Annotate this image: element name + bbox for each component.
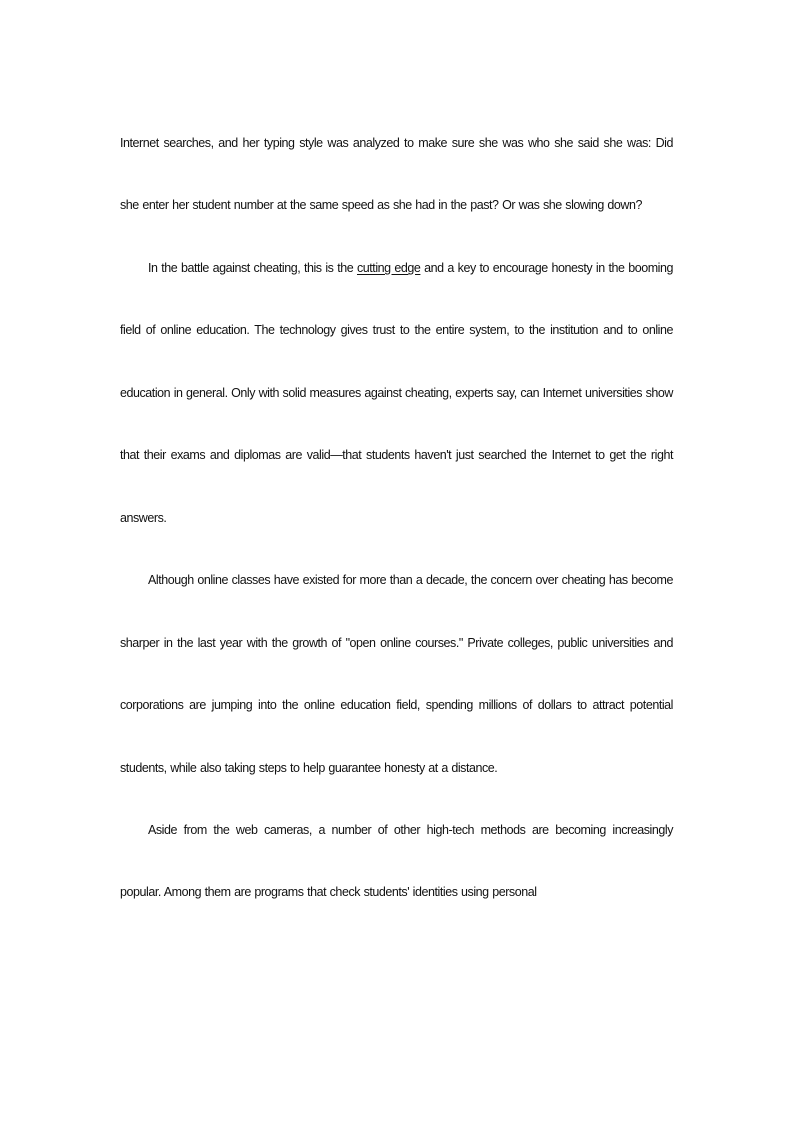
underlined-phrase: cutting edge (356, 260, 421, 275)
paragraph-2 (120, 237, 673, 549)
paragraph-1-text: Internet searches, and her typing style was analyzed to make sure she was who she said she was: Did she enter her student number at the same speed as she had in the past? Or was she slowing down? (120, 136, 673, 213)
paragraph-2-text-start: In the battle against cheating, this is the (148, 260, 357, 275)
body-text (120, 112, 673, 924)
paragraph-4-text: Aside from the web cameras, a number of other high-tech methods are becoming increasingly popular. Among them are programs that check students' identities using personal (120, 822, 673, 900)
paragraph-4 (120, 799, 673, 924)
paragraph-3 (120, 549, 673, 799)
paragraph-2-text-end: and a key to encourage honesty in the booming field of online education. The technology gives trust to the entire system, to the institution and to online education in general. Only with solid measures against cheating, experts say, can Internet universities show that their exams and diplomas are valid—that students haven't just searched the Internet to get the right answers. (120, 260, 674, 525)
paragraph-1 (120, 112, 673, 237)
paragraph-3-text: Although online classes have existed for more than a decade, the concern over cheating has become sharper in the last year with the growth of "open online courses." Private colleges, public universities and corporations are jumping into the online education field, spending millions of dollars to attract potential students, while also taking steps to help guarantee honesty at a distance. (120, 573, 673, 775)
